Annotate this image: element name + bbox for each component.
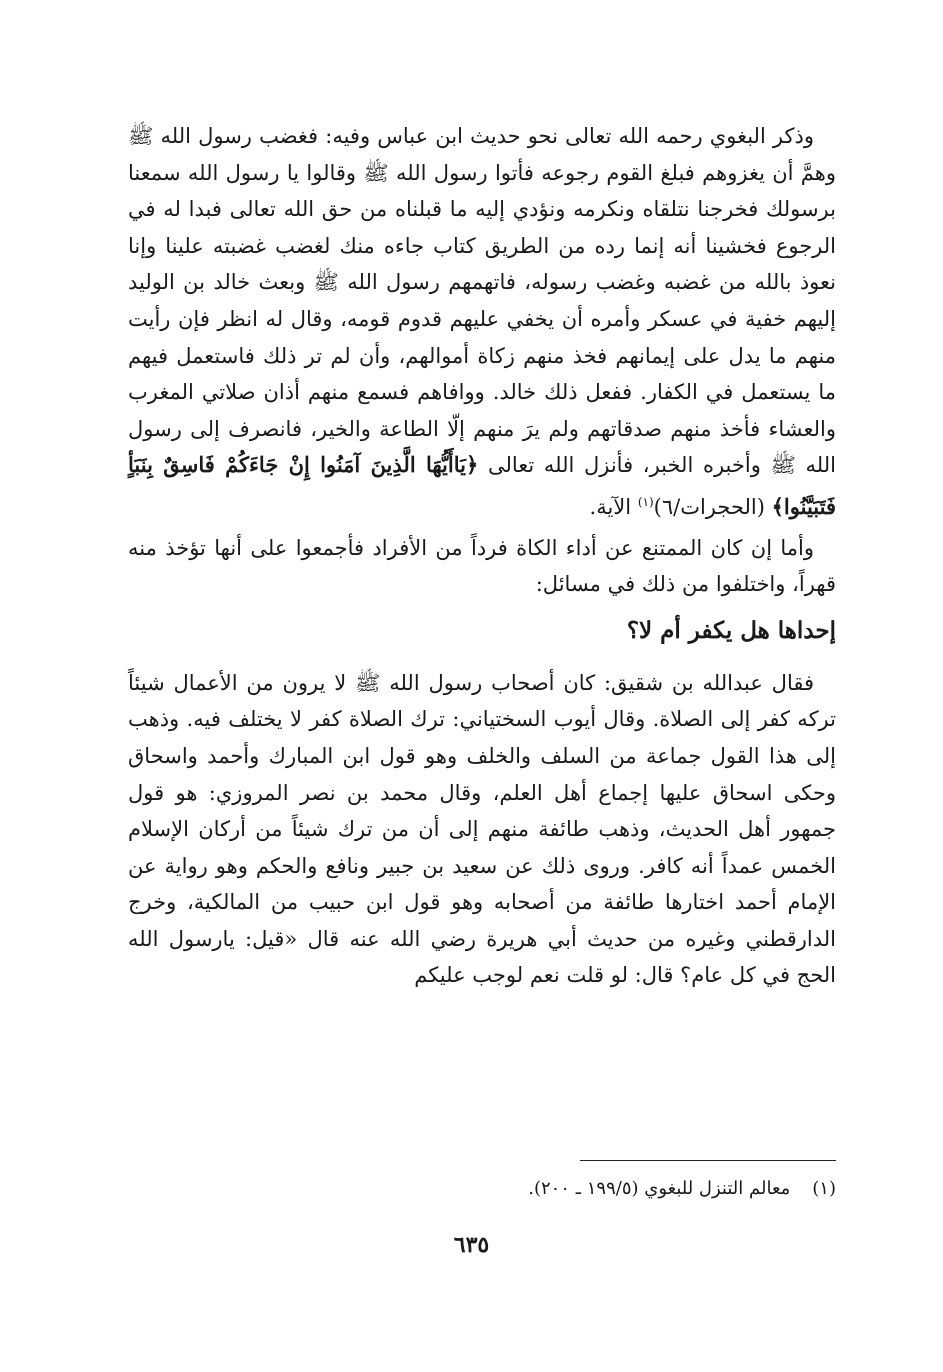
page-number: ٦٣٥ bbox=[453, 1232, 490, 1258]
paragraph-1-text: وذكر البغوي رحمه الله تعالى نحو حديث ابن عباس وفيه: فغضب رسول الله ﷺ وهمَّ أن يغزوهم فبلغ القوم رجوعه فأتوا رسول الله ﷺ وقالوا يا رسول الله سمعنا برسولك فخرجنا نتلقاه ونكرمه ونؤدي إليه ما قبلناه من حق الله تعالى فبدا له في الرجوع فخشينا أنه إنما رده من الطريق كتاب جاءه منك لغضب غضبته علينا وإنا نعوذ بالله من غضبه وغضب رسوله، فاتهمهم رسول الله ﷺ وبعث خالد بن الوليد إليهم خفية في عسكر وأمره أن يخفي عليهم قدوم قومه، وقال له انظر فإن رأيت منهم ما يدل على إيمانهم فخذ منهم زكاة أموالهم، وأن لم تر ذلك فاستعمل فيهم ما يستعمل في الكفار. ففعل ذلك خالد. ووافاهم فسمع منهم أذان صلاتي المغرب والعشاء فأخذ منهم صدقاتهم ولم يرَ منهم إلّا الطاعة والخير، فانصرف إلى رسول الله ﷺ وأخبره الخبر، فأنزل الله تعالى bbox=[128, 124, 836, 478]
body-text bbox=[128, 118, 836, 994]
quran-verse: ﴿يَاأَيُّهَا الَّذِينَ آمَنُوا إِنْ جَاءَكُمْ فَاسِقٌ بِنَبَأٍ فَتَبَيَّنُوا﴾ bbox=[128, 452, 836, 519]
footnote bbox=[300, 1178, 836, 1199]
paragraph-3: فقال عبدالله بن شقيق: كان أصحاب رسول الله ﷺ لا يرون من الأعمال شيئاً تركه كفر إلى الصلاة. وقال أيوب السختياني: ترك الصلاة كفر لا يختلف فيه. وذهب إلى هذا القول جماعة من السلف والخلف وهو قول ابن المبارك وأحمد واسحاق وحكى اسحاق عليها إجماع أهل العلم، وقال محمد بن نصر المروزي: هو قول جمهور أهل الحديث، وذهب طائفة منهم إلى أن من ترك شيئاً من أركان الإسلام الخمس عمداً أنه كافر. وروى ذلك عن سعيد بن جبير ونافع والحكم وهو رواية عن الإمام أحمد اختارها طائفة من أصحابه وهو قول ابن حبيب من المالكية، وخرج الدارقطني وغيره من حديث أبي هريرة رضي الله عنه قال «قيل: يارسول الله الحج في كل عام؟ قال: لو قلت نعم لوجب عليكم bbox=[128, 670, 836, 988]
footnote-text: معالم التنزل للبغوي (١٩٩/٥ ـ ٢٠٠). bbox=[528, 1178, 791, 1199]
verse-citation: (الحجرات/٦) bbox=[653, 494, 765, 519]
footnote-divider bbox=[580, 1160, 836, 1161]
footnote-number: (١) bbox=[812, 1178, 836, 1199]
section-heading: إحداها هل يكفر أم لا؟ bbox=[626, 616, 836, 644]
paragraph-2: وأما إن كان الممتنع عن أداء الكاة فرداً من الأفراد فأجمعوا على أنها تؤخذ منه قهراً، واختلفوا من ذلك في مسائل: bbox=[128, 535, 836, 597]
paragraph-1 bbox=[128, 118, 836, 526]
footnote-ref: (١) bbox=[637, 494, 654, 509]
paragraph-1-end: الآية. bbox=[589, 494, 632, 519]
